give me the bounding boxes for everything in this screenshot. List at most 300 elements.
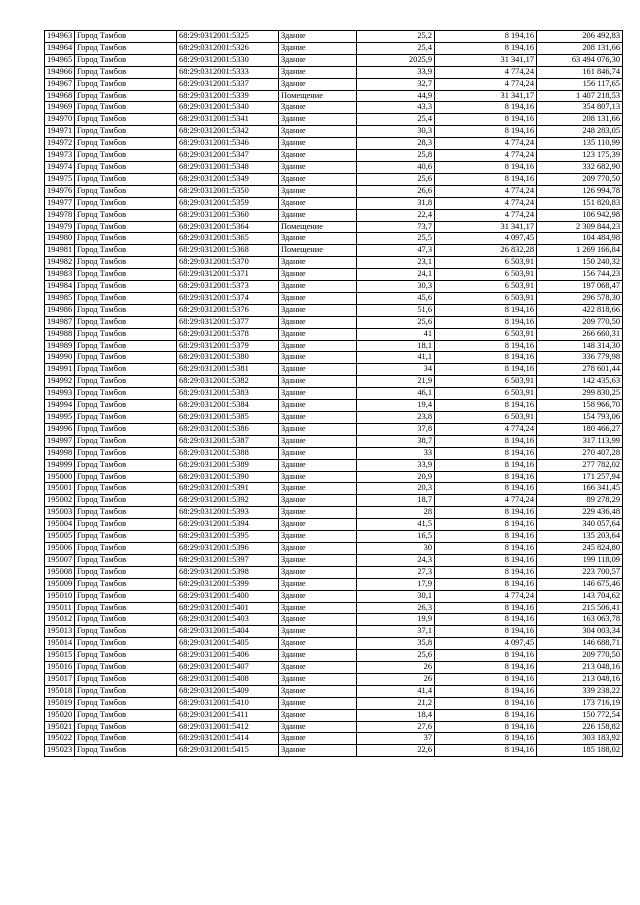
- area-cell: 37,8: [357, 423, 435, 435]
- row-id-cell: 195011: [45, 602, 75, 614]
- table-row: [45, 66, 623, 78]
- row-id-cell: 194982: [45, 257, 75, 269]
- object-type-cell: Здание: [279, 209, 357, 221]
- object-type-cell: Здание: [279, 150, 357, 162]
- object-type-cell: Здание: [279, 542, 357, 554]
- table-row: [45, 197, 623, 209]
- cadastral-value-cell: 126 994,78: [537, 185, 623, 197]
- cadastral-value-cell: 209 770,50: [537, 316, 623, 328]
- locality-cell: Город Тамбов: [75, 673, 177, 685]
- unit-value-cell: 8 194,16: [435, 709, 537, 721]
- table-row: [45, 78, 623, 90]
- row-id-cell: 194973: [45, 150, 75, 162]
- row-id-cell: 194978: [45, 209, 75, 221]
- object-type-cell: Здание: [279, 78, 357, 90]
- table-row: [45, 650, 623, 662]
- table-row: [45, 531, 623, 543]
- row-id-cell: 194993: [45, 388, 75, 400]
- object-type-cell: Здание: [279, 745, 357, 757]
- locality-cell: Город Тамбов: [75, 626, 177, 638]
- unit-value-cell: 8 194,16: [435, 42, 537, 54]
- row-id-cell: 194983: [45, 269, 75, 281]
- cadastral-value-cell: 299 830,25: [537, 388, 623, 400]
- area-cell: 20,3: [357, 483, 435, 495]
- locality-cell: Город Тамбов: [75, 114, 177, 126]
- object-type-cell: Здание: [279, 435, 357, 447]
- locality-cell: Город Тамбов: [75, 102, 177, 114]
- unit-value-cell: 8 194,16: [435, 578, 537, 590]
- cadastral-number-cell: 68:29:0312001:5415: [177, 745, 279, 757]
- area-cell: 51,6: [357, 304, 435, 316]
- locality-cell: Город Тамбов: [75, 316, 177, 328]
- object-type-cell: Здание: [279, 459, 357, 471]
- cadastral-number-cell: 68:29:0312001:5406: [177, 650, 279, 662]
- table-row: [45, 281, 623, 293]
- area-cell: 30,3: [357, 126, 435, 138]
- cadastral-number-cell: 68:29:0312001:5395: [177, 531, 279, 543]
- table-row: [45, 233, 623, 245]
- unit-value-cell: 6 503,91: [435, 269, 537, 281]
- unit-value-cell: 8 194,16: [435, 173, 537, 185]
- area-cell: 33: [357, 447, 435, 459]
- unit-value-cell: 8 194,16: [435, 459, 537, 471]
- object-type-cell: Здание: [279, 328, 357, 340]
- area-cell: 45,6: [357, 292, 435, 304]
- cadastral-number-cell: 68:29:0312001:5414: [177, 733, 279, 745]
- cadastral-number-cell: 68:29:0312001:5330: [177, 54, 279, 66]
- cadastral-value-cell: 229 436,48: [537, 507, 623, 519]
- area-cell: 23,8: [357, 412, 435, 424]
- table-row: [45, 447, 623, 459]
- cadastral-number-cell: 68:29:0312001:5403: [177, 614, 279, 626]
- unit-value-cell: 8 194,16: [435, 126, 537, 138]
- object-type-cell: Здание: [279, 721, 357, 733]
- area-cell: 28,3: [357, 138, 435, 150]
- table-row: [45, 697, 623, 709]
- area-cell: 25,8: [357, 150, 435, 162]
- table-row: [45, 626, 623, 638]
- cadastral-value-cell: 208 131,66: [537, 114, 623, 126]
- table-row: [45, 745, 623, 757]
- object-type-cell: Помещение: [279, 221, 357, 233]
- table-row: [45, 423, 623, 435]
- cadastral-number-cell: 68:29:0312001:5326: [177, 42, 279, 54]
- object-type-cell: Здание: [279, 66, 357, 78]
- cadastral-number-cell: 68:29:0312001:5400: [177, 590, 279, 602]
- row-id-cell: 195023: [45, 745, 75, 757]
- unit-value-cell: 6 503,91: [435, 388, 537, 400]
- locality-cell: Город Тамбов: [75, 126, 177, 138]
- table-row: [45, 495, 623, 507]
- unit-value-cell: 8 194,16: [435, 650, 537, 662]
- locality-cell: Город Тамбов: [75, 150, 177, 162]
- row-id-cell: 194976: [45, 185, 75, 197]
- unit-value-cell: 8 194,16: [435, 483, 537, 495]
- cadastral-number-cell: 68:29:0312001:5399: [177, 578, 279, 590]
- area-cell: 25,2: [357, 31, 435, 43]
- object-type-cell: Здание: [279, 709, 357, 721]
- table-row: [45, 328, 623, 340]
- cadastral-value-sheet: [44, 30, 622, 757]
- cadastral-number-cell: 68:29:0312001:5325: [177, 31, 279, 43]
- row-id-cell: 195003: [45, 507, 75, 519]
- cadastral-number-cell: 68:29:0312001:5378: [177, 328, 279, 340]
- locality-cell: Город Тамбов: [75, 531, 177, 543]
- row-id-cell: 195006: [45, 542, 75, 554]
- area-cell: 27,3: [357, 566, 435, 578]
- area-cell: 19,9: [357, 614, 435, 626]
- cadastral-value-cell: 166 341,45: [537, 483, 623, 495]
- row-id-cell: 194988: [45, 328, 75, 340]
- cadastral-value-cell: 150 240,32: [537, 257, 623, 269]
- row-id-cell: 195022: [45, 733, 75, 745]
- cadastral-number-cell: 68:29:0312001:5348: [177, 161, 279, 173]
- locality-cell: Город Тамбов: [75, 161, 177, 173]
- cadastral-value-cell: 163 063,78: [537, 614, 623, 626]
- object-type-cell: Здание: [279, 495, 357, 507]
- table-row: [45, 173, 623, 185]
- unit-value-cell: 6 503,91: [435, 376, 537, 388]
- table-row: [45, 388, 623, 400]
- locality-cell: Город Тамбов: [75, 66, 177, 78]
- unit-value-cell: 4 774,24: [435, 423, 537, 435]
- area-cell: 21,2: [357, 697, 435, 709]
- area-cell: 25,4: [357, 114, 435, 126]
- cadastral-number-cell: 68:29:0312001:5408: [177, 673, 279, 685]
- object-type-cell: Здание: [279, 673, 357, 685]
- area-cell: 40,6: [357, 161, 435, 173]
- cadastral-value-cell: 336 779,98: [537, 352, 623, 364]
- object-type-cell: Здание: [279, 269, 357, 281]
- row-id-cell: 195002: [45, 495, 75, 507]
- cadastral-number-cell: 68:29:0312001:5407: [177, 662, 279, 674]
- row-id-cell: 194997: [45, 435, 75, 447]
- area-cell: 22,6: [357, 745, 435, 757]
- locality-cell: Город Тамбов: [75, 412, 177, 424]
- object-type-cell: Здание: [279, 281, 357, 293]
- object-type-cell: Здание: [279, 662, 357, 674]
- cadastral-value-cell: 339 238,22: [537, 685, 623, 697]
- locality-cell: Город Тамбов: [75, 209, 177, 221]
- cadastral-value-cell: 266 660,31: [537, 328, 623, 340]
- cadastral-value-cell: 270 407,28: [537, 447, 623, 459]
- object-type-cell: Здание: [279, 352, 357, 364]
- area-cell: 25,5: [357, 233, 435, 245]
- unit-value-cell: 8 194,16: [435, 161, 537, 173]
- cadastral-value-cell: 143 704,62: [537, 590, 623, 602]
- locality-cell: Город Тамбов: [75, 507, 177, 519]
- table-row: [45, 662, 623, 674]
- row-id-cell: 195012: [45, 614, 75, 626]
- table-row: [45, 352, 623, 364]
- table-row: [45, 614, 623, 626]
- row-id-cell: 195001: [45, 483, 75, 495]
- object-type-cell: Здание: [279, 102, 357, 114]
- locality-cell: Город Тамбов: [75, 614, 177, 626]
- cadastral-number-cell: 68:29:0312001:5374: [177, 292, 279, 304]
- object-type-cell: Здание: [279, 650, 357, 662]
- area-cell: 73,7: [357, 221, 435, 233]
- area-cell: 32,7: [357, 78, 435, 90]
- table-row: [45, 221, 623, 233]
- table-row: [45, 185, 623, 197]
- cadastral-number-cell: 68:29:0312001:5333: [177, 66, 279, 78]
- row-id-cell: 194996: [45, 423, 75, 435]
- locality-cell: Город Тамбов: [75, 54, 177, 66]
- cadastral-number-cell: 68:29:0312001:5377: [177, 316, 279, 328]
- cadastral-value-cell: 340 057,64: [537, 519, 623, 531]
- unit-value-cell: 6 503,91: [435, 412, 537, 424]
- unit-value-cell: 8 194,16: [435, 662, 537, 674]
- locality-cell: Город Тамбов: [75, 590, 177, 602]
- row-id-cell: 195013: [45, 626, 75, 638]
- cadastral-number-cell: 68:29:0312001:5350: [177, 185, 279, 197]
- row-id-cell: 194985: [45, 292, 75, 304]
- table-row: [45, 471, 623, 483]
- cadastral-value-cell: 106 942,98: [537, 209, 623, 221]
- table-row: [45, 269, 623, 281]
- unit-value-cell: 8 194,16: [435, 626, 537, 638]
- unit-value-cell: 8 194,16: [435, 519, 537, 531]
- table-row: [45, 638, 623, 650]
- cadastral-number-cell: 68:29:0312001:5404: [177, 626, 279, 638]
- locality-cell: Город Тамбов: [75, 233, 177, 245]
- row-id-cell: 194965: [45, 54, 75, 66]
- cadastral-number-cell: 68:29:0312001:5347: [177, 150, 279, 162]
- locality-cell: Город Тамбов: [75, 554, 177, 566]
- cadastral-number-cell: 68:29:0312001:5391: [177, 483, 279, 495]
- table-row: [45, 114, 623, 126]
- object-type-cell: Здание: [279, 114, 357, 126]
- locality-cell: Город Тамбов: [75, 685, 177, 697]
- cadastral-value-cell: 158 966,70: [537, 400, 623, 412]
- cadastral-value-cell: 156 117,65: [537, 78, 623, 90]
- row-id-cell: 194994: [45, 400, 75, 412]
- object-type-cell: Здание: [279, 483, 357, 495]
- row-id-cell: 194989: [45, 340, 75, 352]
- row-id-cell: 194971: [45, 126, 75, 138]
- area-cell: 46,1: [357, 388, 435, 400]
- row-id-cell: 194995: [45, 412, 75, 424]
- locality-cell: Город Тамбов: [75, 733, 177, 745]
- row-id-cell: 195019: [45, 697, 75, 709]
- locality-cell: Город Тамбов: [75, 435, 177, 447]
- cadastral-value-cell: 213 048,16: [537, 662, 623, 674]
- row-id-cell: 194992: [45, 376, 75, 388]
- area-cell: 2025,9: [357, 54, 435, 66]
- cadastral-value-cell: 146 675,46: [537, 578, 623, 590]
- table-row: [45, 673, 623, 685]
- area-cell: 26,6: [357, 185, 435, 197]
- cadastral-number-cell: 68:29:0312001:5382: [177, 376, 279, 388]
- cadastral-number-cell: 68:29:0312001:5410: [177, 697, 279, 709]
- locality-cell: Город Тамбов: [75, 352, 177, 364]
- cadastral-value-cell: 173 716,19: [537, 697, 623, 709]
- table-row: [45, 435, 623, 447]
- object-type-cell: Здание: [279, 626, 357, 638]
- table-row: [45, 412, 623, 424]
- locality-cell: Город Тамбов: [75, 650, 177, 662]
- row-id-cell: 195016: [45, 662, 75, 674]
- object-type-cell: Здание: [279, 126, 357, 138]
- cadastral-number-cell: 68:29:0312001:5364: [177, 221, 279, 233]
- row-id-cell: 194966: [45, 66, 75, 78]
- cadastral-number-cell: 68:29:0312001:5392: [177, 495, 279, 507]
- row-id-cell: 195004: [45, 519, 75, 531]
- table-row: [45, 245, 623, 257]
- row-id-cell: 194984: [45, 281, 75, 293]
- area-cell: 25,6: [357, 316, 435, 328]
- object-type-cell: Здание: [279, 173, 357, 185]
- locality-cell: Город Тамбов: [75, 542, 177, 554]
- unit-value-cell: 8 194,16: [435, 400, 537, 412]
- unit-value-cell: 8 194,16: [435, 614, 537, 626]
- area-cell: 33,9: [357, 66, 435, 78]
- object-type-cell: Здание: [279, 685, 357, 697]
- table-row: [45, 483, 623, 495]
- unit-value-cell: 8 194,16: [435, 697, 537, 709]
- object-type-cell: Здание: [279, 316, 357, 328]
- row-id-cell: 194998: [45, 447, 75, 459]
- unit-value-cell: 6 503,91: [435, 281, 537, 293]
- locality-cell: Город Тамбов: [75, 495, 177, 507]
- unit-value-cell: 8 194,16: [435, 531, 537, 543]
- row-id-cell: 195018: [45, 685, 75, 697]
- cadastral-value-cell: 277 782,02: [537, 459, 623, 471]
- unit-value-cell: 6 503,91: [435, 257, 537, 269]
- area-cell: 22,4: [357, 209, 435, 221]
- locality-cell: Город Тамбов: [75, 245, 177, 257]
- area-cell: 24,3: [357, 554, 435, 566]
- cadastral-number-cell: 68:29:0312001:5379: [177, 340, 279, 352]
- object-type-cell: Здание: [279, 185, 357, 197]
- unit-value-cell: 31 341,17: [435, 221, 537, 233]
- object-type-cell: Здание: [279, 340, 357, 352]
- unit-value-cell: 31 341,17: [435, 90, 537, 102]
- object-type-cell: Здание: [279, 31, 357, 43]
- locality-cell: Город Тамбов: [75, 304, 177, 316]
- table-row: [45, 316, 623, 328]
- area-cell: 41: [357, 328, 435, 340]
- row-id-cell: 194974: [45, 161, 75, 173]
- area-cell: 44,9: [357, 90, 435, 102]
- row-id-cell: 195005: [45, 531, 75, 543]
- cadastral-number-cell: 68:29:0312001:5371: [177, 269, 279, 281]
- area-cell: 34: [357, 364, 435, 376]
- cadastral-number-cell: 68:29:0312001:5341: [177, 114, 279, 126]
- locality-cell: Город Тамбов: [75, 78, 177, 90]
- unit-value-cell: 8 194,16: [435, 304, 537, 316]
- cadastral-number-cell: 68:29:0312001:5409: [177, 685, 279, 697]
- table-row: [45, 507, 623, 519]
- unit-value-cell: 8 194,16: [435, 554, 537, 566]
- unit-value-cell: 8 194,16: [435, 673, 537, 685]
- table-row: [45, 459, 623, 471]
- row-id-cell: 194967: [45, 78, 75, 90]
- locality-cell: Город Тамбов: [75, 328, 177, 340]
- cadastral-number-cell: 68:29:0312001:5396: [177, 542, 279, 554]
- row-id-cell: 195020: [45, 709, 75, 721]
- unit-value-cell: 26 832,28: [435, 245, 537, 257]
- locality-cell: Город Тамбов: [75, 388, 177, 400]
- cadastral-number-cell: 68:29:0312001:5370: [177, 257, 279, 269]
- cadastral-number-cell: 68:29:0312001:5390: [177, 471, 279, 483]
- cadastral-value-cell: 226 158,82: [537, 721, 623, 733]
- cadastral-number-cell: 68:29:0312001:5359: [177, 197, 279, 209]
- cadastral-value-cell: 303 183,92: [537, 733, 623, 745]
- object-type-cell: Здание: [279, 554, 357, 566]
- table-row: [45, 257, 623, 269]
- table-row: [45, 721, 623, 733]
- unit-value-cell: 4 774,24: [435, 495, 537, 507]
- locality-cell: Город Тамбов: [75, 602, 177, 614]
- object-type-cell: Здание: [279, 566, 357, 578]
- cadastral-number-cell: 68:29:0312001:5346: [177, 138, 279, 150]
- table-row: [45, 292, 623, 304]
- locality-cell: Город Тамбов: [75, 566, 177, 578]
- area-cell: 41,1: [357, 352, 435, 364]
- cadastral-number-cell: 68:29:0312001:5384: [177, 400, 279, 412]
- cadastral-value-cell: 209 770,50: [537, 173, 623, 185]
- object-type-cell: Здание: [279, 54, 357, 66]
- unit-value-cell: 4 774,24: [435, 78, 537, 90]
- table-row: [45, 733, 623, 745]
- table-row: [45, 400, 623, 412]
- cadastral-value-cell: 104 484,98: [537, 233, 623, 245]
- row-id-cell: 195017: [45, 673, 75, 685]
- locality-cell: Город Тамбов: [75, 400, 177, 412]
- row-id-cell: 195009: [45, 578, 75, 590]
- cadastral-number-cell: 68:29:0312001:5380: [177, 352, 279, 364]
- table-row: [45, 519, 623, 531]
- object-type-cell: Здание: [279, 519, 357, 531]
- area-cell: 41,4: [357, 685, 435, 697]
- cadastral-number-cell: 68:29:0312001:5383: [177, 388, 279, 400]
- cadastral-number-cell: 68:29:0312001:5360: [177, 209, 279, 221]
- object-type-cell: Здание: [279, 614, 357, 626]
- object-type-cell: Здание: [279, 197, 357, 209]
- locality-cell: Город Тамбов: [75, 197, 177, 209]
- row-id-cell: 195015: [45, 650, 75, 662]
- row-id-cell: 194970: [45, 114, 75, 126]
- locality-cell: Город Тамбов: [75, 697, 177, 709]
- locality-cell: Город Тамбов: [75, 364, 177, 376]
- object-type-cell: Здание: [279, 161, 357, 173]
- area-cell: 18,1: [357, 340, 435, 352]
- locality-cell: Город Тамбов: [75, 269, 177, 281]
- row-id-cell: 194964: [45, 42, 75, 54]
- cadastral-value-cell: 304 003,34: [537, 626, 623, 638]
- table-row: [45, 126, 623, 138]
- cadastral-number-cell: 68:29:0312001:5411: [177, 709, 279, 721]
- cadastral-number-cell: 68:29:0312001:5389: [177, 459, 279, 471]
- table-row: [45, 340, 623, 352]
- row-id-cell: 194975: [45, 173, 75, 185]
- table-row: [45, 31, 623, 43]
- area-cell: 27,6: [357, 721, 435, 733]
- table-row: [45, 709, 623, 721]
- cadastral-value-cell: 123 175,39: [537, 150, 623, 162]
- area-cell: 26,3: [357, 602, 435, 614]
- cadastral-number-cell: 68:29:0312001:5376: [177, 304, 279, 316]
- area-cell: 31,8: [357, 197, 435, 209]
- object-type-cell: Здание: [279, 590, 357, 602]
- unit-value-cell: 4 774,24: [435, 185, 537, 197]
- cadastral-number-cell: 68:29:0312001:5373: [177, 281, 279, 293]
- cadastral-value-cell: 156 744,23: [537, 269, 623, 281]
- table-row: [45, 554, 623, 566]
- area-cell: 28: [357, 507, 435, 519]
